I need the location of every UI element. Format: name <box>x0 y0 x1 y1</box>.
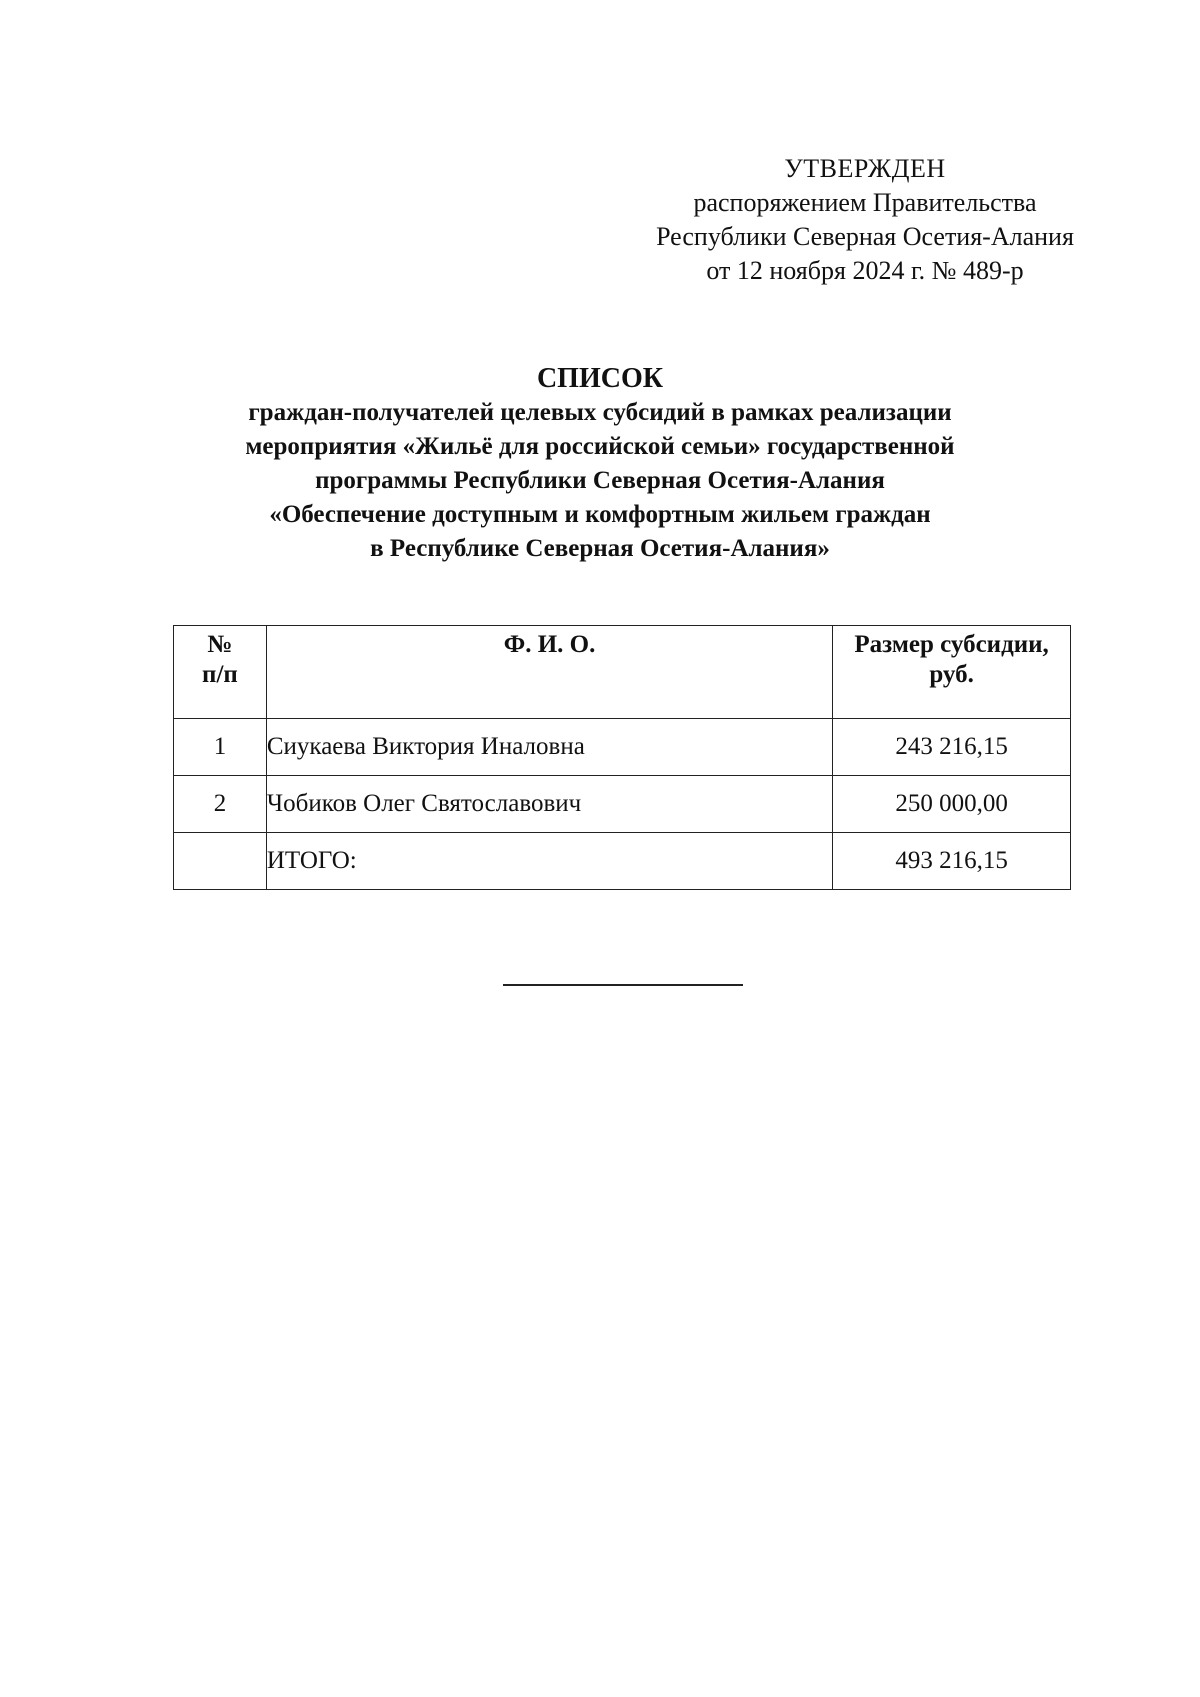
heading-line-1: граждан-получателей целевых субсидий в рамках реализации <box>248 399 952 426</box>
recipients-table <box>173 625 1071 890</box>
header-amount-label: Размер субсидии, <box>854 631 1049 658</box>
document-heading <box>150 362 1050 566</box>
header-number-pp: п/п <box>202 661 238 688</box>
heading-line-3: программы Республики Северная Осетия-Алания <box>315 467 885 494</box>
total-number-empty <box>174 833 267 890</box>
row-full-name: Сиукаева Виктория Иналовна <box>266 719 832 776</box>
row-number: 1 <box>174 719 267 776</box>
total-label: ИТОГО: <box>266 833 832 890</box>
table-row <box>174 719 1071 776</box>
approval-line-decree: распоряжением Правительства <box>693 188 1037 217</box>
approval-line-date: от 12 ноября 2024 г. № 489-р <box>706 256 1024 285</box>
row-full-name: Чобиков Олег Святославович <box>266 776 832 833</box>
approval-stamp <box>600 152 1130 288</box>
table-header-row <box>174 626 1071 719</box>
closing-rule <box>503 984 743 986</box>
approval-line-republic: Республики Северная Осетия-Алания <box>656 222 1074 251</box>
row-amount: 250 000,00 <box>833 776 1071 833</box>
heading-line-5: в Республике Северная Осетия-Алания» <box>370 535 830 562</box>
heading-line-4: «Обеспечение доступным и комфортным жильем граждан <box>269 501 931 528</box>
header-full-name: Ф. И. О. <box>266 626 832 719</box>
header-amount <box>833 626 1071 719</box>
row-number: 2 <box>174 776 267 833</box>
header-number-sign: № <box>207 631 233 658</box>
header-number <box>174 626 267 719</box>
approval-title: УТВЕРЖДЕН <box>784 154 946 183</box>
document-title: СПИСОК <box>536 363 664 394</box>
row-amount: 243 216,15 <box>833 719 1071 776</box>
total-amount: 493 216,15 <box>833 833 1071 890</box>
heading-line-2: мероприятия «Жильё для российской семьи» государственной <box>245 433 955 460</box>
header-amount-unit: руб. <box>929 661 974 688</box>
table-row <box>174 776 1071 833</box>
table-total-row <box>174 833 1071 890</box>
